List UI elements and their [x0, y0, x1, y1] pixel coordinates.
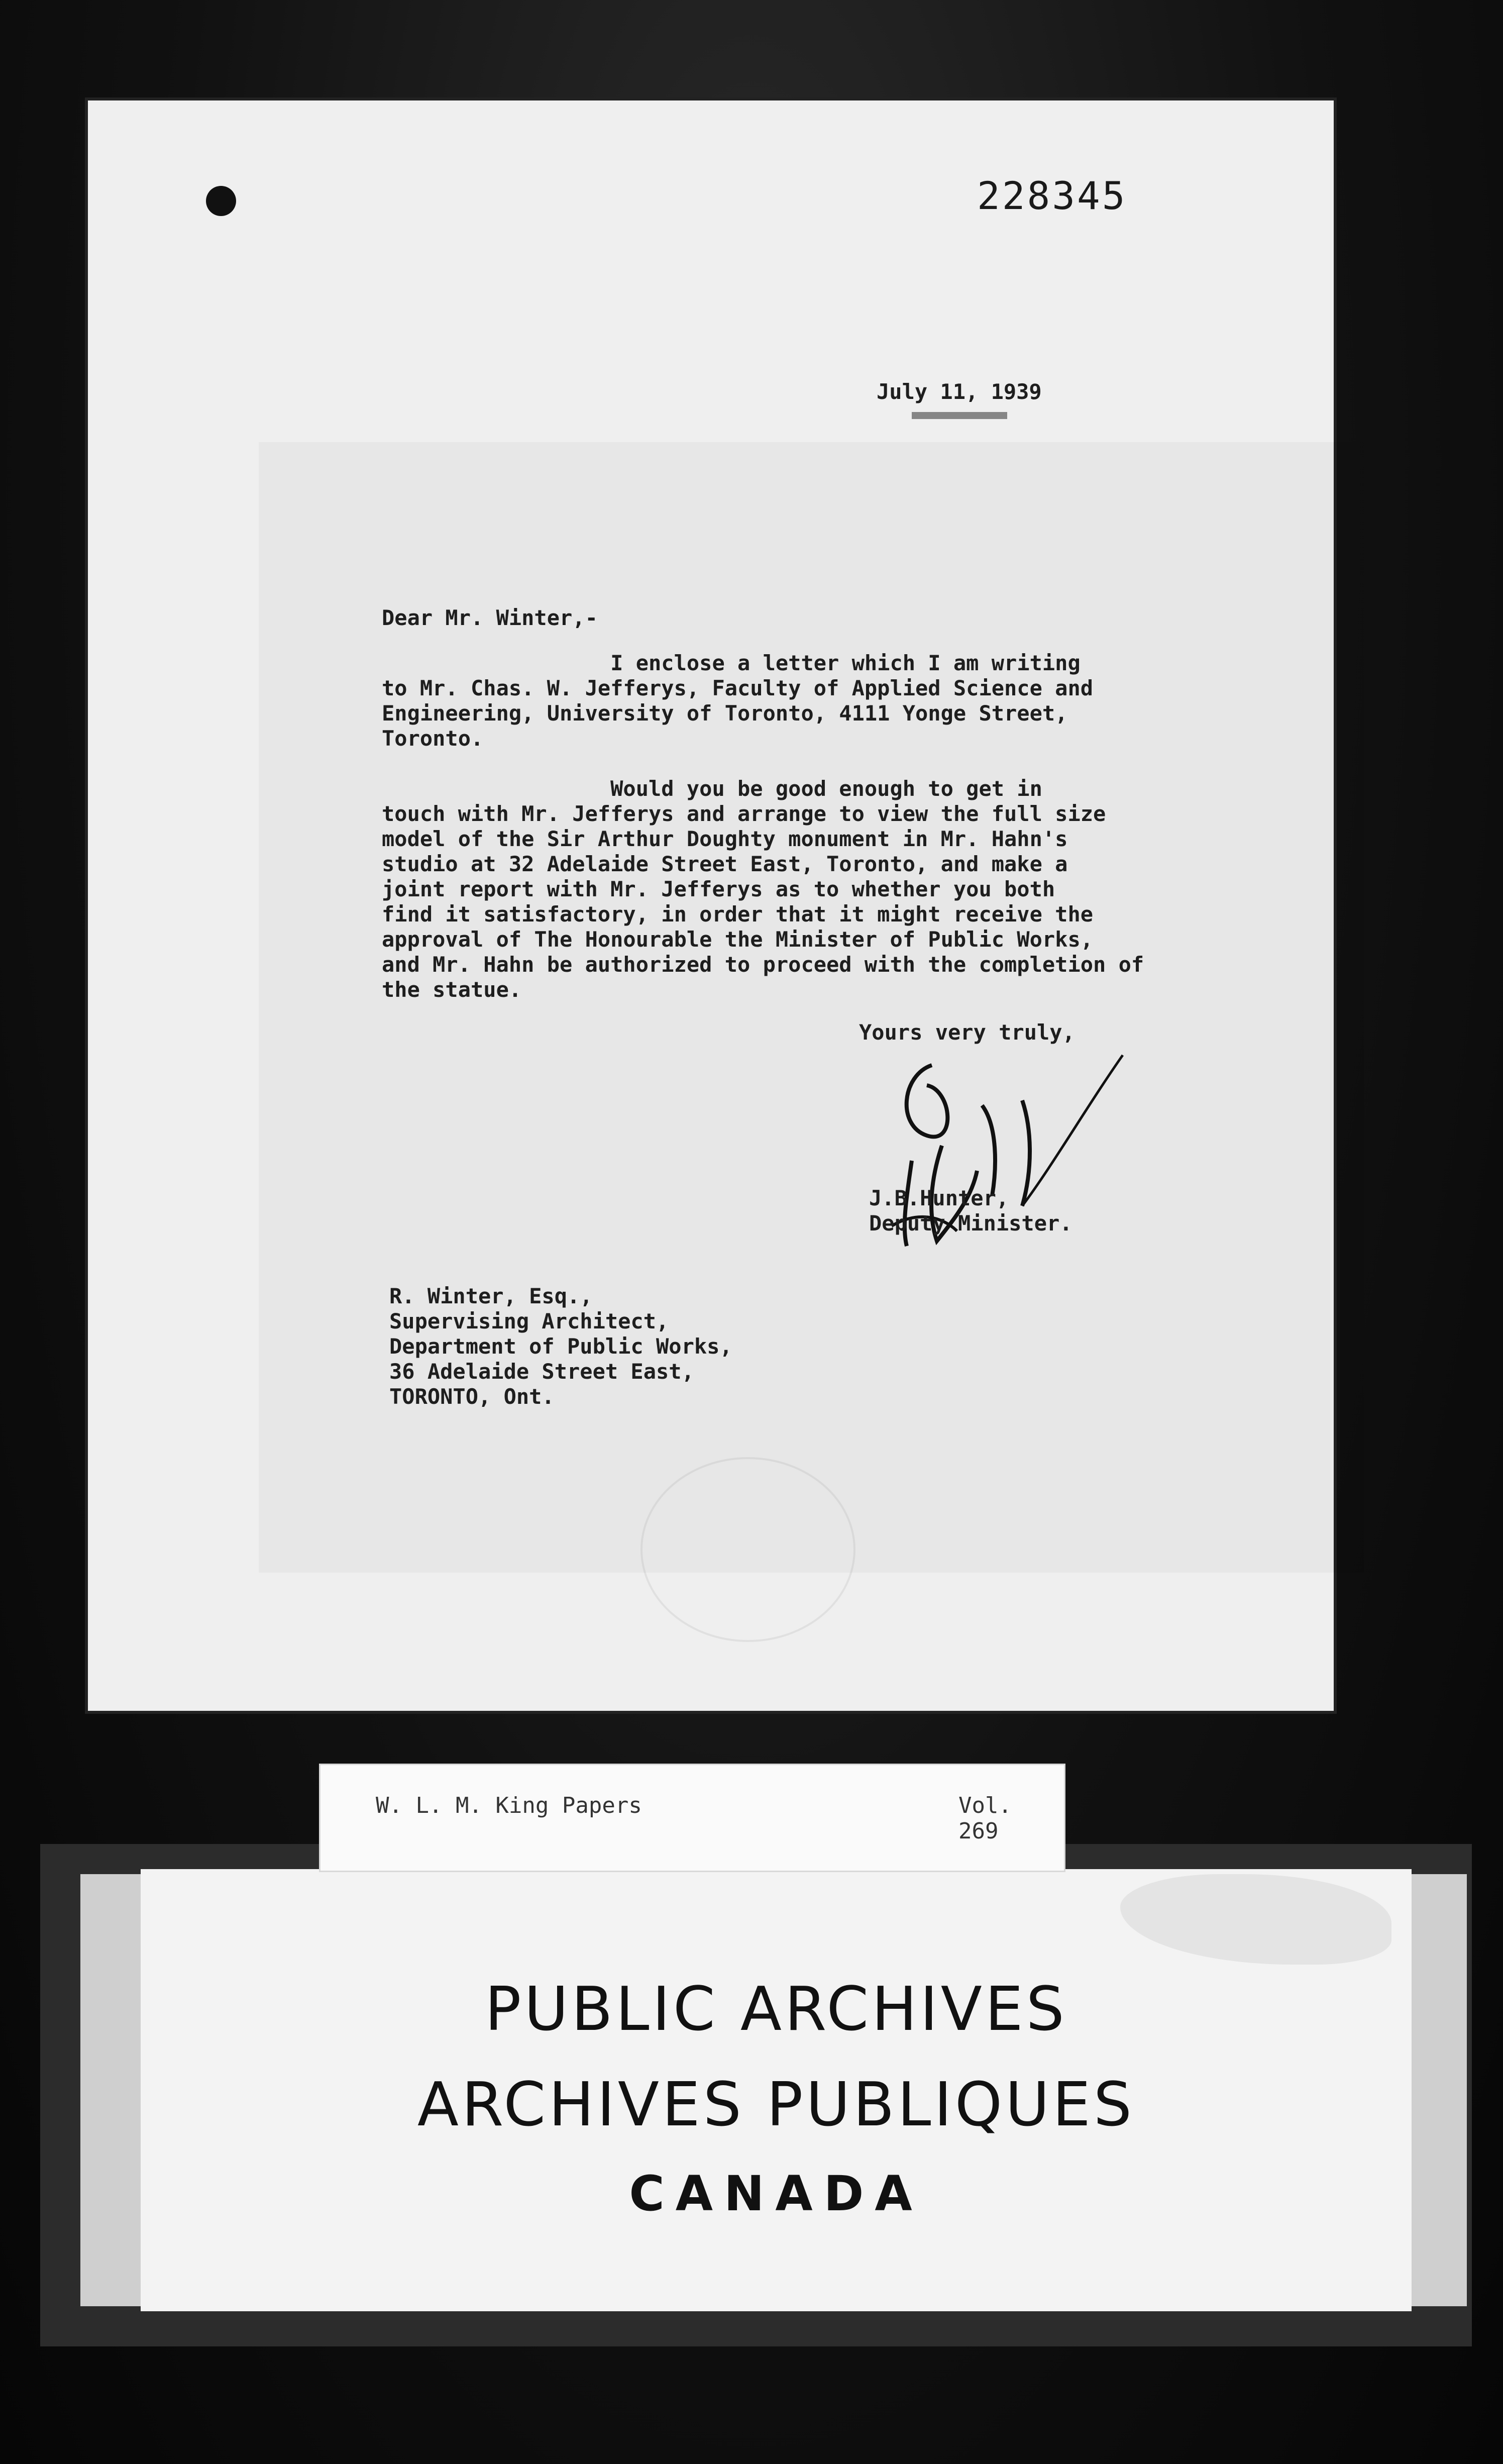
- punch-hole: [206, 186, 236, 216]
- closing: Yours very truly,: [859, 1020, 1075, 1045]
- paragraph-line: Engineering, University of Toronto, 4111 Yonge Street,: [382, 701, 1068, 726]
- letter-page: [88, 100, 1334, 1711]
- paragraph-line: and Mr. Hahn be authorized to proceed with the completion of: [382, 952, 1144, 977]
- volume-number: Vol. 269: [958, 1793, 1012, 1844]
- address-line: TORONTO, Ont.: [389, 1384, 555, 1409]
- paragraph-line: Would you be good enough to get in: [382, 776, 1042, 801]
- frame-strip-left: [80, 1874, 141, 2306]
- signer-name: J.B.Hunter,: [869, 1186, 1009, 1210]
- signer-title: Deputy Minister.: [869, 1211, 1072, 1236]
- archive-title-french: ARCHIVES PUBLIQUES: [417, 2070, 1135, 2140]
- document-number: 228345: [977, 173, 1127, 218]
- struck-out-text: [912, 412, 1007, 419]
- archive-country: CANADA: [629, 2166, 923, 2222]
- paragraph-line: I enclose a letter which I am writing: [382, 651, 1081, 675]
- letter-date: July 11, 1939: [877, 379, 1042, 404]
- frame-strip-right: [1407, 1874, 1467, 2306]
- paragraph-line: joint report with Mr. Jefferys as to whether you both: [382, 877, 1055, 901]
- collection-label: [319, 1764, 1065, 1872]
- paragraph-2: [382, 776, 1144, 1002]
- paragraph-line: approval of The Honourable the Minister of Public Works,: [382, 927, 1094, 952]
- archive-title-english: PUBLIC ARCHIVES: [485, 1975, 1067, 2044]
- paragraph-line: to Mr. Chas. W. Jefferys, Faculty of Applied Science and: [382, 676, 1094, 700]
- address-line: Department of Public Works,: [389, 1334, 732, 1359]
- recipient-address: [389, 1284, 732, 1409]
- address-line: R. Winter, Esq.,: [389, 1284, 593, 1308]
- paragraph-line: studio at 32 Adelaide Street East, Toronto, and make a: [382, 852, 1068, 876]
- address-line: 36 Adelaide Street East,: [389, 1359, 694, 1384]
- paragraph-line: Toronto.: [382, 726, 484, 751]
- salutation: Dear Mr. Winter,-: [382, 605, 598, 630]
- collection-name: W. L. M. King Papers: [376, 1793, 642, 1818]
- paragraph-line: touch with Mr. Jefferys and arrange to view the full size: [382, 801, 1106, 826]
- address-line: Supervising Architect,: [389, 1309, 669, 1333]
- paragraph-1: [382, 651, 1093, 751]
- paragraph-line: model of the Sir Arthur Doughty monument in Mr. Hahn's: [382, 827, 1068, 851]
- faint-stamp: [640, 1457, 855, 1642]
- archive-card: [141, 1869, 1412, 2311]
- paragraph-line: find it satisfactory, in order that it might receive the: [382, 902, 1094, 927]
- paragraph-line: the statue.: [382, 977, 522, 1002]
